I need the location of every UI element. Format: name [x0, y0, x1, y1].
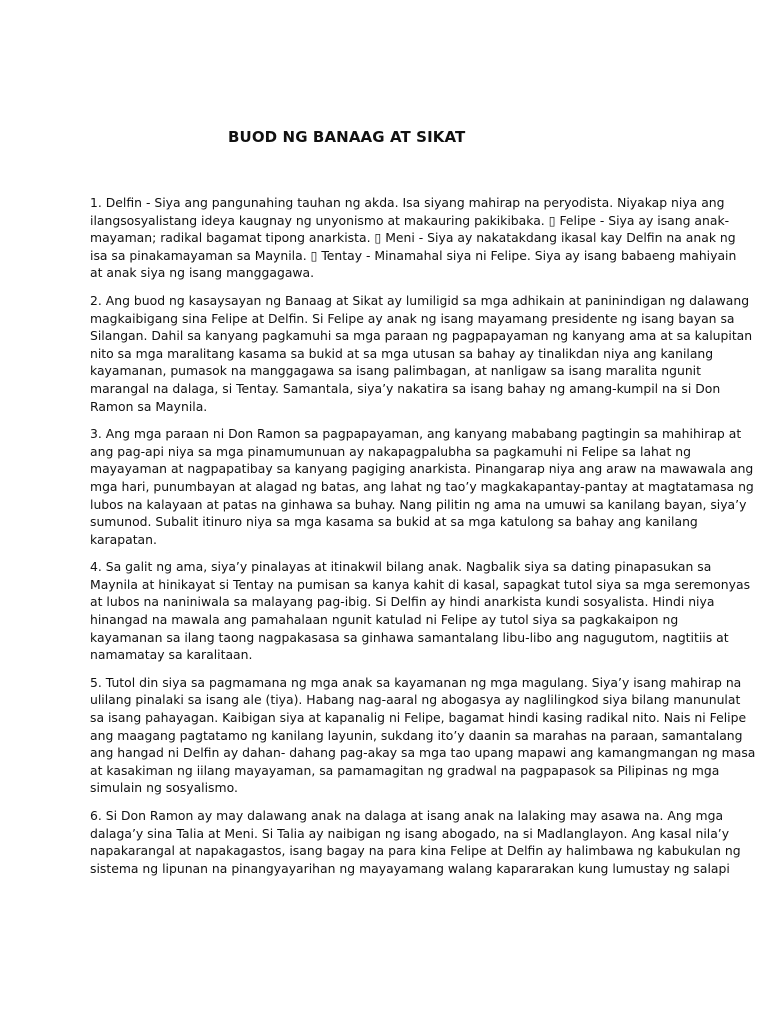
paragraph-line: 1. Delfin - Siya ang pangunahing tauhan ng akda. Isa siyang mahirap na peryodista. Niyakap niya ang: [90, 195, 725, 210]
document-body: [90, 194, 756, 887]
paragraph-line: marangal na dalaga, si Tentay. Samantala, siya’y nakatira sa isang bahay ng amang-kumpil na si Don: [90, 380, 721, 396]
paragraph-line: sumunod. Subalit itinuro niya sa mga kasama sa bukid at sa mga katulong sa bahay ang kanilang: [90, 514, 698, 530]
paragraph-6: [90, 807, 741, 877]
paragraph-line: hinangad na mawala ang pamahalaan ngunit katulad ni Felipe ay tutol siya sa pagkakaipon ng: [90, 612, 679, 628]
paragraph-line: mayayaman at nagpapatibay sa kanyang pagiging anarkista. Pinangarap niya ang araw na mawawala ang: [90, 461, 754, 477]
paragraph-line: isa sa pinakamayaman sa Maynila. ▯ Tentay - Minamahal siya ni Felipe. Siya ay isang babaeng mahiyain: [90, 247, 737, 263]
paragraph-2: [90, 292, 753, 415]
paragraph-line: napakarangal at napakagastos, isang bagay na para kina Felipe at Delfin ay halimbawa ng kabukulan ng: [90, 843, 741, 859]
paragraph-line: 3. Ang mga paraan ni Don Ramon sa pagpapayaman, ang kanyang mababang pagtingin sa mahihirap at: [90, 426, 742, 442]
paragraph-line: Maynila at hinikayat si Tentay na pumisan sa kanya kahit di kasal, sapagkat tutol siya sa mga seremonyas: [90, 576, 751, 592]
paragraph-line: mayaman; radikal bagamat tipong anarkista. ▯ Meni - Siya ay nakatakdang ikasal kay Delfin na anak ng: [90, 230, 736, 246]
paragraph-line: ang maagang pagtatamo ng kanilang layunin, sukdang ito’y daanin sa marahas na paraan, samantalang: [90, 727, 743, 743]
paragraph-line: dalaga’y sina Talia at Meni. Si Talia ay naibigan ng isang abogado, na si Madlanglayon. Ang kasal nila’y: [90, 825, 730, 841]
paragraph-line: 6. Si Don Ramon ay may dalawang anak na dalaga at isang anak na lalaking may asawa na. Ang mga: [90, 808, 724, 823]
paragraph-line: sistema ng lipunan na pinangyayarihan ng mayayamang walang kapararakan kung lumustay ng salapi: [90, 860, 730, 876]
paragraph-line: ilangsosyalistang ideya kaugnay ng unyonismo at makauring pakikibaka. ▯ Felipe - Siya ay isang anak-: [90, 212, 730, 228]
paragraph-line: nito sa mga maralitang kasama sa bukid at sa mga utusan sa bahay ay tinalikdan niya ang kanilang: [90, 345, 714, 361]
paragraph-line: namamatay sa karalitaan.: [90, 647, 253, 663]
paragraph-line: kayamanan, pumasok na manggagawa sa isang palimbagan, at nanligaw sa isang maralita ngunit: [90, 363, 701, 379]
paragraph-line: ang hangad ni Delfin ay dahan- dahang pag-akay sa mga tao upang mapawi ang kamangmangan ng masa: [90, 745, 756, 761]
paragraph-line: at kasakiman ng iilang mayayaman, sa pamamagitan ng gradwal na pagpapasok sa Pilipinas ng mga: [90, 762, 720, 778]
paragraph-1: [90, 194, 737, 282]
paragraph-line: 5. Tutol din siya sa pagmamana ng mga anak sa kayamanan ng mga magulang. Siya’y isang mahirap na: [90, 674, 742, 690]
paragraph-3: [90, 425, 754, 548]
paragraph-5: [90, 674, 756, 797]
paragraph-line: at anak siya ng isang manggagawa.: [90, 265, 315, 281]
paragraph-line: 4. Sa galit ng ama, siya’y pinalayas at itinakwil bilang anak. Nagbalik siya sa dating pinapasukan sa: [90, 559, 712, 575]
paragraph-line: lubos na kalayaan at patas na ginhawa sa buhay. Nang pilitin ng ama na umuwi sa kanilang bayan, siya’y: [90, 496, 747, 512]
document-title: BUOD NG BANAAG AT SIKAT: [228, 128, 466, 146]
paragraph-line: 2. Ang buod ng kasaysayan ng Banaag at Sikat ay lumiligid sa mga adhikain at paninindigan ng dalawang: [90, 292, 750, 308]
paragraph-line: karapatan.: [90, 531, 157, 547]
paragraph-line: ulilang pinalaki sa isang ale (tiya). Habang nag-aaral ng abogasya ay naglilingkod siya bilang manunulat: [90, 692, 741, 708]
paragraph-line: magkaibigang sina Felipe at Delfin. Si Felipe ay anak ng isang mayamang presidente ng isang bayan sa: [90, 310, 735, 326]
paragraph-line: sa isang pahayagan. Kaibigan siya at kapanalig ni Felipe, bagamat hindi kasing radikal nito. Nais ni Felipe: [90, 710, 747, 726]
paragraph-line: at lubos na naniniwala sa malayang pag-ibig. Si Delfin ay hindi anarkista kundi sosyalista. Hindi niya: [90, 594, 715, 610]
paragraph-line: Ramon sa Maynila.: [90, 398, 208, 414]
paragraph-line: Silangan. Dahil sa kanyang pagkamuhi sa mga paraan ng pagpapayaman ng kanyang ama at sa kalupitan: [90, 328, 753, 344]
paragraph-line: simulain ng sosyalismo.: [90, 780, 238, 796]
paragraph-4: [90, 558, 751, 664]
paragraph-line: mga hari, punumbayan at alagad ng batas, ang lahat ng tao’y magkakapantay-pantay at magtatamasa ng: [90, 478, 754, 494]
paragraph-line: kayamanan sa ilang taong nagpakasasa sa ginhawa samantalang libu-libo ang nagugutom, nagtitiis at: [90, 629, 729, 645]
paragraph-line: ang pag-api niya sa mga pinamumunuan ay nakapagpalubha sa pagkamuhi ni Felipe sa lahat ng: [90, 443, 691, 459]
